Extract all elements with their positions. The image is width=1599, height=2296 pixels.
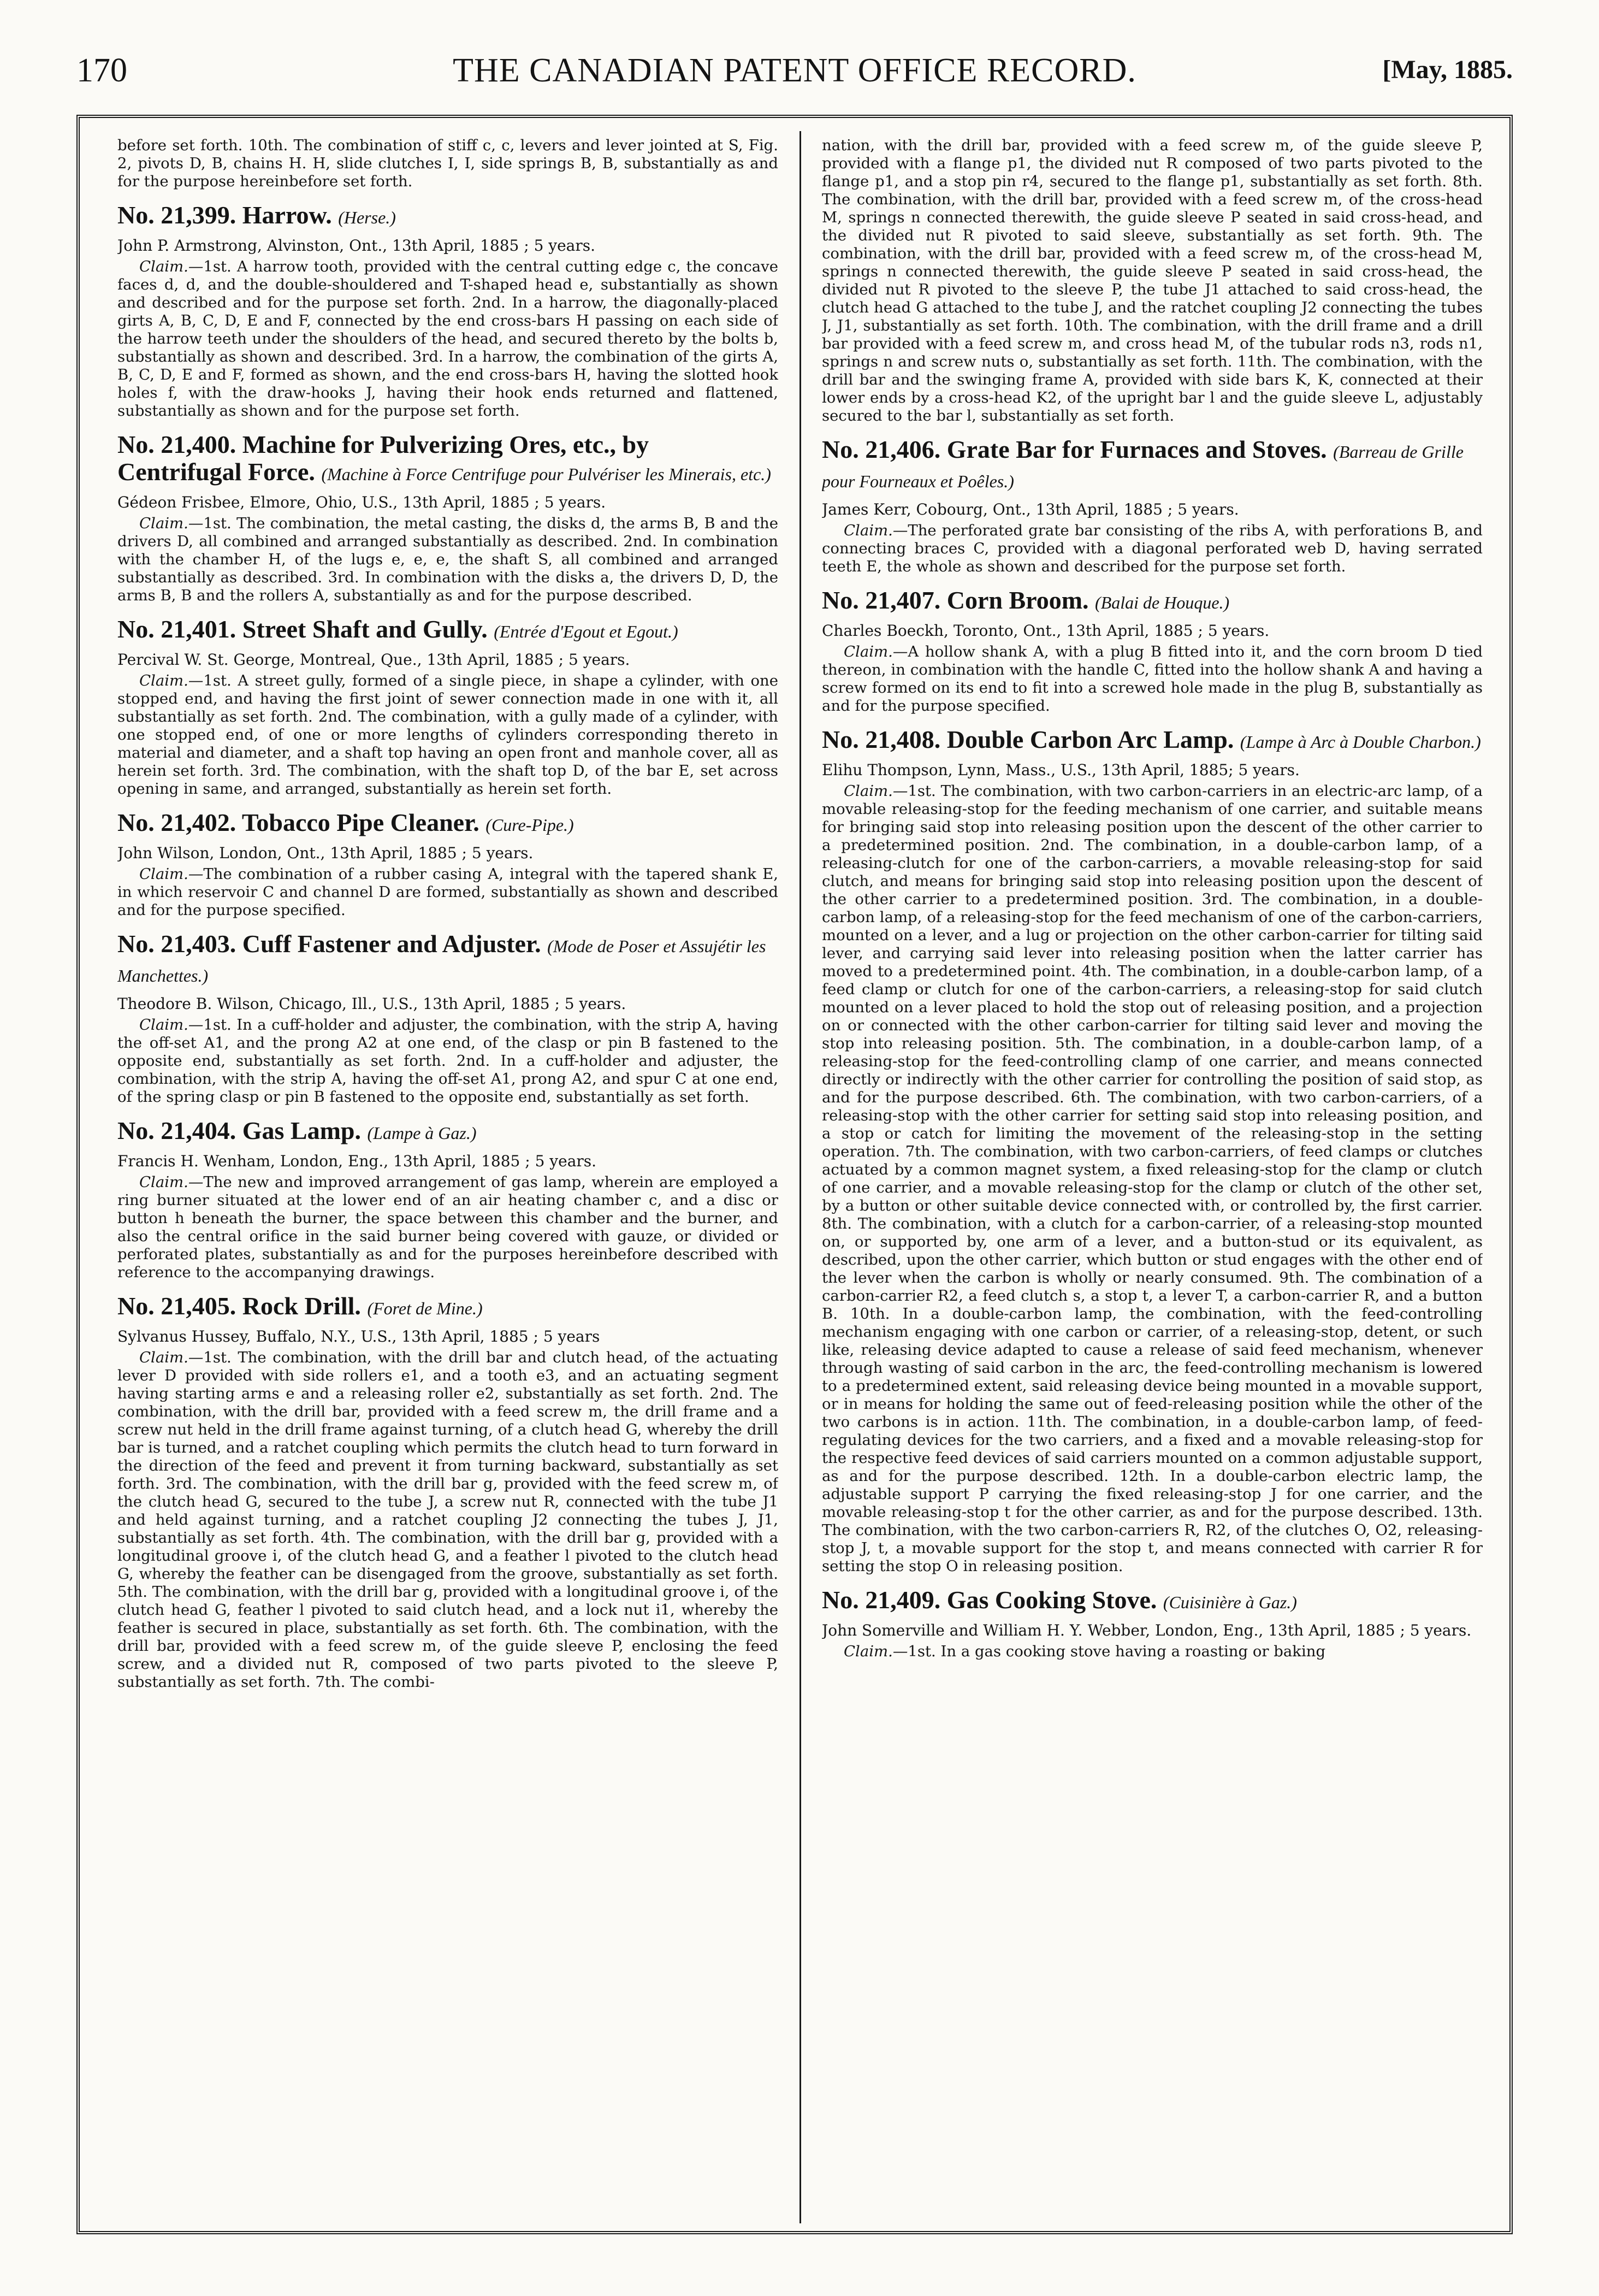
patent-number: No. 21,407. xyxy=(822,586,941,614)
patent-heading xyxy=(117,431,778,488)
patentee-line: John P. Armstrong, Alvinston, Ont., 13th April, 1885 ; 5 years. xyxy=(117,237,596,255)
claim-body: 1st. A harrow tooth, provided with the central cutting edge c, the concave faces d, d, and the double-shouldered and T-shaped head e, substantially as shown and described and for the purpose set forth. 2nd. In a harrow, the diagonally-placed girts A, B, C, D, E and F, connected by the end cross-bars H passing on each side of the harrow teeth under the shoulders of the head, and secured thereto by the bolts b, substantially as shown and described. 3rd. In a harrow, the combination of the girts A, B, C, D, E and F, formed as shown, and the end cross-bars H, having the slotted hook holes f, with the draw-hooks J, having their hook ends returned and flattened, substantially as shown and for the purpose set forth. xyxy=(117,258,778,420)
patent-heading xyxy=(822,436,1483,495)
claim-label: Claim.— xyxy=(844,522,908,539)
patent-title: Grate Bar for Furnaces and Stoves. xyxy=(946,435,1327,463)
continued-claim-text: before set forth. 10th. The combination of stiff c, c, levers and lever jointed at S, Fig. 2, pivots D, B, chains H. H, slide clutches I, I, side springs B, B, substantially as and for the purpose hereinbefore set forth. xyxy=(117,137,778,190)
patent-heading xyxy=(822,587,1483,616)
claim-label: Claim.— xyxy=(139,1349,204,1366)
patent-entry-21406 xyxy=(822,436,1483,576)
patent-entry-21404 xyxy=(117,1117,778,1282)
patent-entry-21407 xyxy=(822,587,1483,715)
claim-text xyxy=(117,1349,778,1691)
claim-body: 1st. A street gully, formed of a single piece, in shape a cylinder, with one stopped end, and having the first joint of sewer connection made in one with it, all substantially as set forth. 2nd. The combination, with a gully made of a cylinder, with one stopped end, of one or more lengths of cylinders corresponding thereto in material and diameter, and a shaft top having an open front and manhole cover, all as herein set forth. 3rd. The combination, with the shaft top D, of the bar E, set across opening in same, and arranged, substantially as herein set forth. xyxy=(117,672,778,798)
claim-label: Claim.— xyxy=(844,1643,908,1660)
patent-title: Rock Drill. xyxy=(242,1292,361,1320)
patent-entry-21400 xyxy=(117,431,778,605)
patent-title: Gas Cooking Stove. xyxy=(946,1586,1157,1614)
claim-body: The new and improved arrangement of gas lamp, wherein are employed a ring burner situated at the lower end of an air heating chamber c, and a disc or button h beneath the burner, the space between this chamber and the burner, and also the central orifice in the said burner being covered with gauze, or divided or perforated plates, substantially as and for the purposes hereinbefore described with reference to the accompanying drawings. xyxy=(117,1173,778,1281)
left-column xyxy=(117,137,778,2223)
patent-number: No. 21,401. xyxy=(117,615,236,643)
patent-heading xyxy=(117,809,778,839)
patentee-line: John Wilson, London, Ont., 13th April, 1885 ; 5 years. xyxy=(117,844,534,862)
patent-title: Cuff Fastener and Adjuster. xyxy=(242,930,541,958)
patent-french-title: (Lampe à Gaz.) xyxy=(367,1123,477,1143)
patent-french-title: (Herse.) xyxy=(338,208,396,227)
claim-body: The combination of a rubber casing A, integral with the tapered shank E, in which reservoir C and channel D are formed, substantially as shown and described and for the purpose specified. xyxy=(117,865,778,919)
patentee-line: Sylvanus Hussey, Buffalo, N.Y., U.S., 13th April, 1885 ; 5 years xyxy=(117,1327,600,1345)
claim-body: 1st. In a gas cooking stove having a roasting or baking xyxy=(908,1643,1326,1660)
patent-french-title: (Mode de Poser et Assujétir les Manchettes.) xyxy=(117,936,766,985)
page-header xyxy=(76,44,1513,93)
patent-french-title: (Lampe à Arc à Double Charbon.) xyxy=(1240,732,1481,752)
claim-label: Claim.— xyxy=(844,643,908,660)
claim-body: 1st. The combination, the metal casting, the disks d, the arms B, B and the drivers D, all combined and arranged substantially as described. 2nd. In combination with the chamber H, of the lugs e, e, e, the shaft S, all combined and arranged substantially as described. 3rd. In combination with the disks a, the drivers D, D, the arms B, B and the rollers A, substantially as and for the purpose described. xyxy=(117,515,778,604)
patent-french-title: (Cuisinière à Gaz.) xyxy=(1163,1592,1297,1612)
patent-heading xyxy=(822,726,1483,756)
continued-claim-text: nation, with the drill bar, provided with a feed screw m, of the guide sleeve P, provided with a flange p1, the divided nut R composed of two parts pivoted to the flange p1, and a stop pin r4, secured to the flange p1, substantially as set forth. 8th. The combination, with the drill bar, provided with a feed screw m, of the cross-head M, springs n connected therewith, the guide sleeve P seated in said cross-head, and the divided nut R pivoted to said sleeve, substantially as set forth. 9th. The combination, with the drill bar, provided with a feed screw m, of the cross-head M, springs n connected therewith, the guide sleeve P seated in said cross-head, the divided nut R pivoted to the sleeve P, the tube J1 attached to said cross-head, the clutch head G attached to the tube J, and the ratchet coupling J2 connecting the tubes J, J1, substantially as set forth. 10th. The combination, with the drill frame and a drill bar provided with a feed screw m, and cross head M, of the tubular rods n3, rods n1, springs n and screw nuts o, substantially as set forth. 11th. The combination, with the drill bar and the swinging frame A, provided with side bars K, K, connected at their lower ends by a cross-head K2, of the upright bar l and the guide sleeve L, adjustably secured to the bar l, substantially as set forth. xyxy=(822,137,1483,424)
claim-text xyxy=(117,258,778,420)
claim-label: Claim.— xyxy=(139,865,204,883)
claim-label: Claim.— xyxy=(139,1173,204,1191)
claim-body: A hollow shank A, with a plug B fitted into it, and the corn broom D tied thereon, in combination with the handle C, fitted into the hollow shank A and having a screw formed on its end to fit into a screwed hole made in the plug B, substantially as and for the purpose specified. xyxy=(822,643,1483,715)
patent-title: Street Shaft and Gully. xyxy=(242,615,488,643)
claim-text xyxy=(117,1173,778,1282)
claim-label: Claim.— xyxy=(139,672,204,689)
publication-title: THE CANADIAN PATENT OFFICE RECORD. xyxy=(453,52,1136,89)
issue-date: [May, 1885. xyxy=(1382,55,1513,84)
patent-french-title: (Cure-Pipe.) xyxy=(485,815,574,835)
patent-number: No. 21,404. xyxy=(117,1117,236,1144)
patent-entry-21403 xyxy=(117,930,778,1106)
patentee-line: Theodore B. Wilson, Chicago, Ill., U.S., 13th April, 1885 ; 5 years. xyxy=(117,995,626,1013)
patent-number: No. 21,409. xyxy=(822,1586,941,1614)
patent-heading xyxy=(117,202,778,231)
patent-number: No. 21,408. xyxy=(822,725,941,753)
claim-text xyxy=(822,522,1483,576)
patentee-line: Percival W. St. George, Montreal, Que., 13th April, 1885 ; 5 years. xyxy=(117,651,630,669)
patentee-line: Francis H. Wenham, London, Eng., 13th April, 1885 ; 5 years. xyxy=(117,1152,597,1170)
patent-title: Corn Broom. xyxy=(946,586,1089,614)
claim-text xyxy=(822,782,1483,1575)
claim-body: 1st. The combination, with two carbon-carriers in an electric-arc lamp, of a movable releasing-stop for the feeding mechanism of one carrier, and suitable means for bringing said stop into releasing position upon the descent of the other carrier to a predetermined position. 2nd. The combination, in a double-carbon lamp, of a releasing-clutch for one of the carbon-carriers, a movable releasing-stop for said clutch, and means for bringing said stop into releasing position upon the descent of the other carrier to a predetermined position. 3rd. The combination, in a double-carbon lamp, of a releasing-stop for the feed mechanism of one of the carbon-carriers, mounted on a lever, and a lug or projection on the other carbon-carrier for tilting said lever, and carrying said lever into releasing position when the latter carrier has moved to a predetermined point. 4th. The combination, in a double-carbon lamp, of a feed clamp or clutch for one of the carbon-carriers, a releasing-stop for said clutch mounted on a lever placed to hold the stop out of releasing position, and a projection on or connected with the other carbon-carrier for tilting said lever and moving the stop into releasing position. 5th. The combination, in a double-carbon lamp, of a releasing-stop for the feed-controlling clamp of one carrier, and means connected directly or indirectly with the other carrier for controlling the position of said stop, as and for the purpose described. 6th. The combination, with two carbon-carriers, of a releasing-stop with the other carrier for setting said stop into releasing position, and a stop or catch for limiting the movement of the releasing-stop in the setting operation. 7th. The combination, with two carbon-carriers, of feed clamps or clutches actuated by a common magnet system, a fixed releasing-stop for the clamp or clutch of one carrier, and a movable releasing-stop for the clamp or clutch of the other set, by a button or other suitable device connected with, or controlled by, the first carrier. 8th. The combination, with a clutch for a carbon-carrier, of a releasing-stop mounted on, or supported by, one arm of a lever, and a button-stud or its equivalent, as described, upon the other carrier, which button or stud engages with the other end of the lever when the carbon is wholly or nearly consumed. 9th. The combination of a carbon-carrier R2, a feed clutch s, a stop t, a lever T, a carbon-carrier R, and a button B. 10th. In a double-carbon lamp, the combination, with the feed-controlling mechanism engaging with one carbon or carrier, of a releasing-stop, detent, or such like, releasing device adapted to cause a release of said feed mechanism, whenever through wasting of said carbon in the arc, the feed-controlling mechanism is lowered to a predetermined extent, said releasing device being mounted in a movable support, or in means for holding the same out of feed-releasing position while the other of the two carbons is in action. 11th. The combination, in a double-carbon lamp, of feed-regulating devices for the two carriers, and a fixed and a movable releasing-stop for the respective feed devices of said carriers mounted on a common adjustable support, as and for the purpose described. 12th. In a double-carbon electric lamp, the adjustable support P carrying the fixed releasing-stop J for one carrier, and the movable releasing-stop t for the other carrier, as and for the purpose described. 13th. The combination, with the two carbon-carriers R, R2, of the clutches O, O2, releasing-stop J, t, a movable support for the stop t, and means connected with carrier R for setting the stop O in releasing position. xyxy=(822,782,1483,1575)
patent-title: Harrow. xyxy=(242,201,332,229)
patent-heading xyxy=(117,616,778,645)
patent-french-title: (Foret de Mine.) xyxy=(367,1298,483,1318)
claim-text xyxy=(117,1016,778,1106)
patent-number: No. 21,403. xyxy=(117,930,236,958)
claim-label: Claim.— xyxy=(139,258,204,275)
patent-french-title: (Balai de Houque.) xyxy=(1095,593,1230,612)
patentee-line: James Kerr, Cobourg, Ont., 13th April, 1885 ; 5 years. xyxy=(822,500,1239,518)
patentee-line: Charles Boeckh, Toronto, Ont., 13th April, 1885 ; 5 years. xyxy=(822,622,1270,640)
patentee-line: John Somerville and William H. Y. Webber, London, Eng., 13th April, 1885 ; 5 years. xyxy=(822,1621,1472,1639)
patent-title: Machine for Pulverizing Ores, etc., by Centrifugal Force. xyxy=(117,430,649,486)
patent-title: Tobacco Pipe Cleaner. xyxy=(241,808,479,836)
patent-heading xyxy=(117,1117,778,1147)
patent-number: No. 21,402. xyxy=(117,808,236,836)
claim-label: Claim.— xyxy=(844,782,908,800)
patent-heading xyxy=(117,930,778,989)
patent-entry-21399 xyxy=(117,202,778,420)
column-divider xyxy=(800,131,801,2223)
patent-entry-21405 xyxy=(117,1292,778,1691)
patentee-line: Elihu Thompson, Lynn, Mass., U.S., 13th April, 1885; 5 years. xyxy=(822,761,1300,779)
claim-text xyxy=(822,643,1483,715)
patent-number: No. 21,406. xyxy=(822,435,941,463)
page-number: 170 xyxy=(76,52,127,89)
claim-label: Claim.— xyxy=(139,1016,204,1034)
patent-heading xyxy=(822,1586,1483,1616)
claim-body: 1st. In a cuff-holder and adjuster, the combination, with the strip A, having the off-set A1, and the prong A2 at one end, of the clasp or pin B fastened to the opposite end, substantially as set forth. 2nd. In a cuff-holder and adjuster, the combination, with the strip A, having the off-set A1, prong A2, and spur C at one end, of the spring clasp or pin B fastened to the opposite end, substantially as set forth. xyxy=(117,1016,778,1106)
patent-title: Gas Lamp. xyxy=(242,1117,361,1144)
patent-number: No. 21,400. xyxy=(117,430,236,458)
patent-french-title: (Machine à Force Centrifuge pour Pulvériser les Minerais, etc.) xyxy=(321,464,771,484)
patent-entry-21409 xyxy=(822,1586,1483,1661)
patent-french-title: (Entrée d'Egout et Egout.) xyxy=(494,622,678,641)
patent-number: No. 21,405. xyxy=(117,1292,236,1320)
patent-entry-21402 xyxy=(117,809,778,919)
patent-entry-21401 xyxy=(117,616,778,798)
claim-text xyxy=(117,865,778,919)
claim-text xyxy=(117,672,778,798)
patent-entry-21408 xyxy=(822,726,1483,1575)
patent-title: Double Carbon Arc Lamp. xyxy=(946,725,1234,753)
claim-text xyxy=(822,1643,1483,1661)
claim-text xyxy=(117,515,778,605)
right-column xyxy=(822,137,1483,2223)
claim-label: Claim.— xyxy=(139,515,204,532)
claim-body: The perforated grate bar consisting of the ribs A, with perforations B, and connecting braces C, provided with a diagonal perforated web D, having serrated teeth E, the whole as shown and described for the purpose set forth. xyxy=(822,522,1483,575)
patent-french-title: (Barreau de Grille pour Fourneaux et Poêles.) xyxy=(822,442,1464,491)
claim-body: 1st. The combination, with the drill bar and clutch head, of the actuating lever D provided with side rollers e1, and a tooth e3, and an actuating segment having starting arms e and a releasing roller e2, substantially as set forth. 2nd. The combination, with the drill bar, provided with a feed screw m, the drill frame and a screw nut held in the drill frame against turning, of a clutch head G, whereby the drill bar is turned, and a ratchet coupling which permits the clutch head to turn forward in the direction of the feed and prevent it from turning backward, substantially as set forth. 3rd. The combination, with the drill bar g, provided with the feed screw m, of the clutch head G, secured to the tube J, a screw nut R, connected with the tube J1 and held against turning, and a ratchet coupling J2 connecting the tubes J, J1, substantially as set forth. 4th. The combination, with the drill bar g, provided with a longitudinal groove i, of the clutch head G, and a feather l pivoted to the clutch head G, whereby the feather can be disengaged from the groove, substantially as set forth. 5th. The combination, with the drill bar g, provided with a longitudinal groove i, of the clutch head G, feather l pivoted to said clutch head, and a lock nut i1, whereby the feather is secured in place, substantially as set forth. 6th. The combination, with the drill bar, provided with a feed screw m, of the guide sleeve P, enclosing the feed screw, and a divided nut R, composed of two parts pivoted to the sleeve P, substantially as set forth. 7th. The combi- xyxy=(117,1349,778,1691)
patent-heading xyxy=(117,1292,778,1322)
patent-number: No. 21,399. xyxy=(117,201,236,229)
patentee-line: Gédeon Frisbee, Elmore, Ohio, U.S., 13th April, 1885 ; 5 years. xyxy=(117,493,606,511)
